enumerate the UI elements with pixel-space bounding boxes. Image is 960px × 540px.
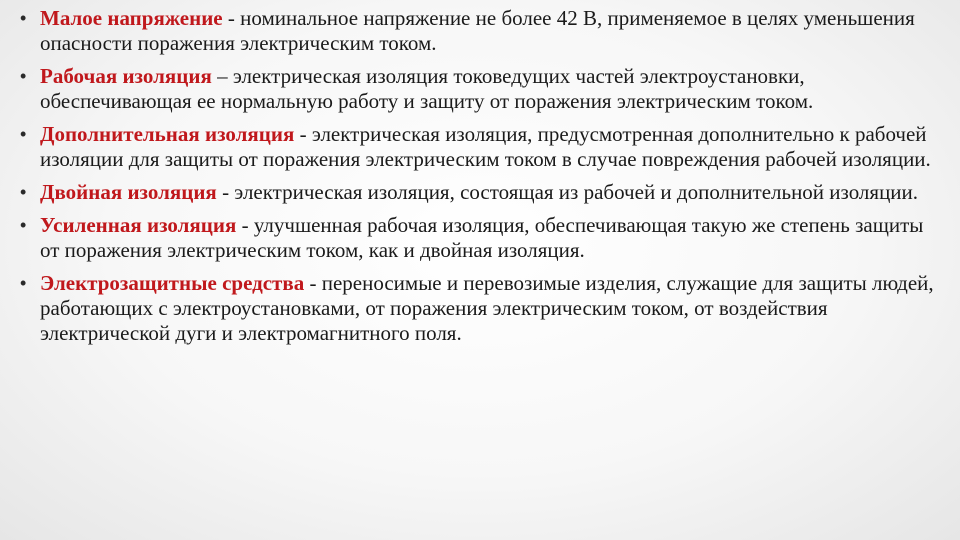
bullet-icon: • [20,215,27,235]
term-name: Двойная изоляция [40,180,217,204]
list-item-protective-means [18,271,936,346]
list-item-additional-insulation [18,122,936,172]
list-item-reinforced-insulation [18,213,936,263]
term-definition: - номинальное напряжение не более 42 В, применяемое в целях уменьшения опасности поражения электрическим током. [40,6,915,55]
bullet-icon: • [20,66,27,86]
term-name: Малое напряжение [40,6,223,30]
list-item-working-insulation [18,64,936,114]
bullet-icon: • [20,124,27,144]
term-name: Дополнительная изоляция [40,122,295,146]
term-definition: - электрическая изоляция, состоящая из рабочей и дополнительной изоляции. [216,180,919,204]
term-name: Электрозащитные средства [40,271,305,295]
list-item-double-insulation [18,180,936,205]
term-name: Усиленная изоляция [40,213,237,237]
list-item-low-voltage [18,6,936,56]
term-name: Рабочая изоляция [40,64,212,88]
bullet-icon: • [20,182,27,202]
term-definition: - улучшенная рабочая изоляция, обеспечивающая такую же степень защиты от поражения электрическим током, как и двойная изоляция. [40,213,924,262]
term-definition: - электрическая изоляция, предусмотренная дополнительно к рабочей изоляции для защиты от поражения электрическим током в случае повреждения рабочей изоляции. [40,122,931,171]
bullet-icon: • [20,8,27,28]
term-definition: – электрическая изоляция токоведущих частей электроустановки, обеспечивающая ее нормальную работу и защиту от поражения электрическим током. [40,64,814,113]
term-definition: - переносимые и перевозимые изделия, служащие для защиты людей, работающих с электроустановками, от поражения электрическим током, от воздействия электрической дуги и электромагнитного поля. [40,271,934,345]
definitions-list [18,6,936,346]
bullet-icon: • [20,273,27,293]
